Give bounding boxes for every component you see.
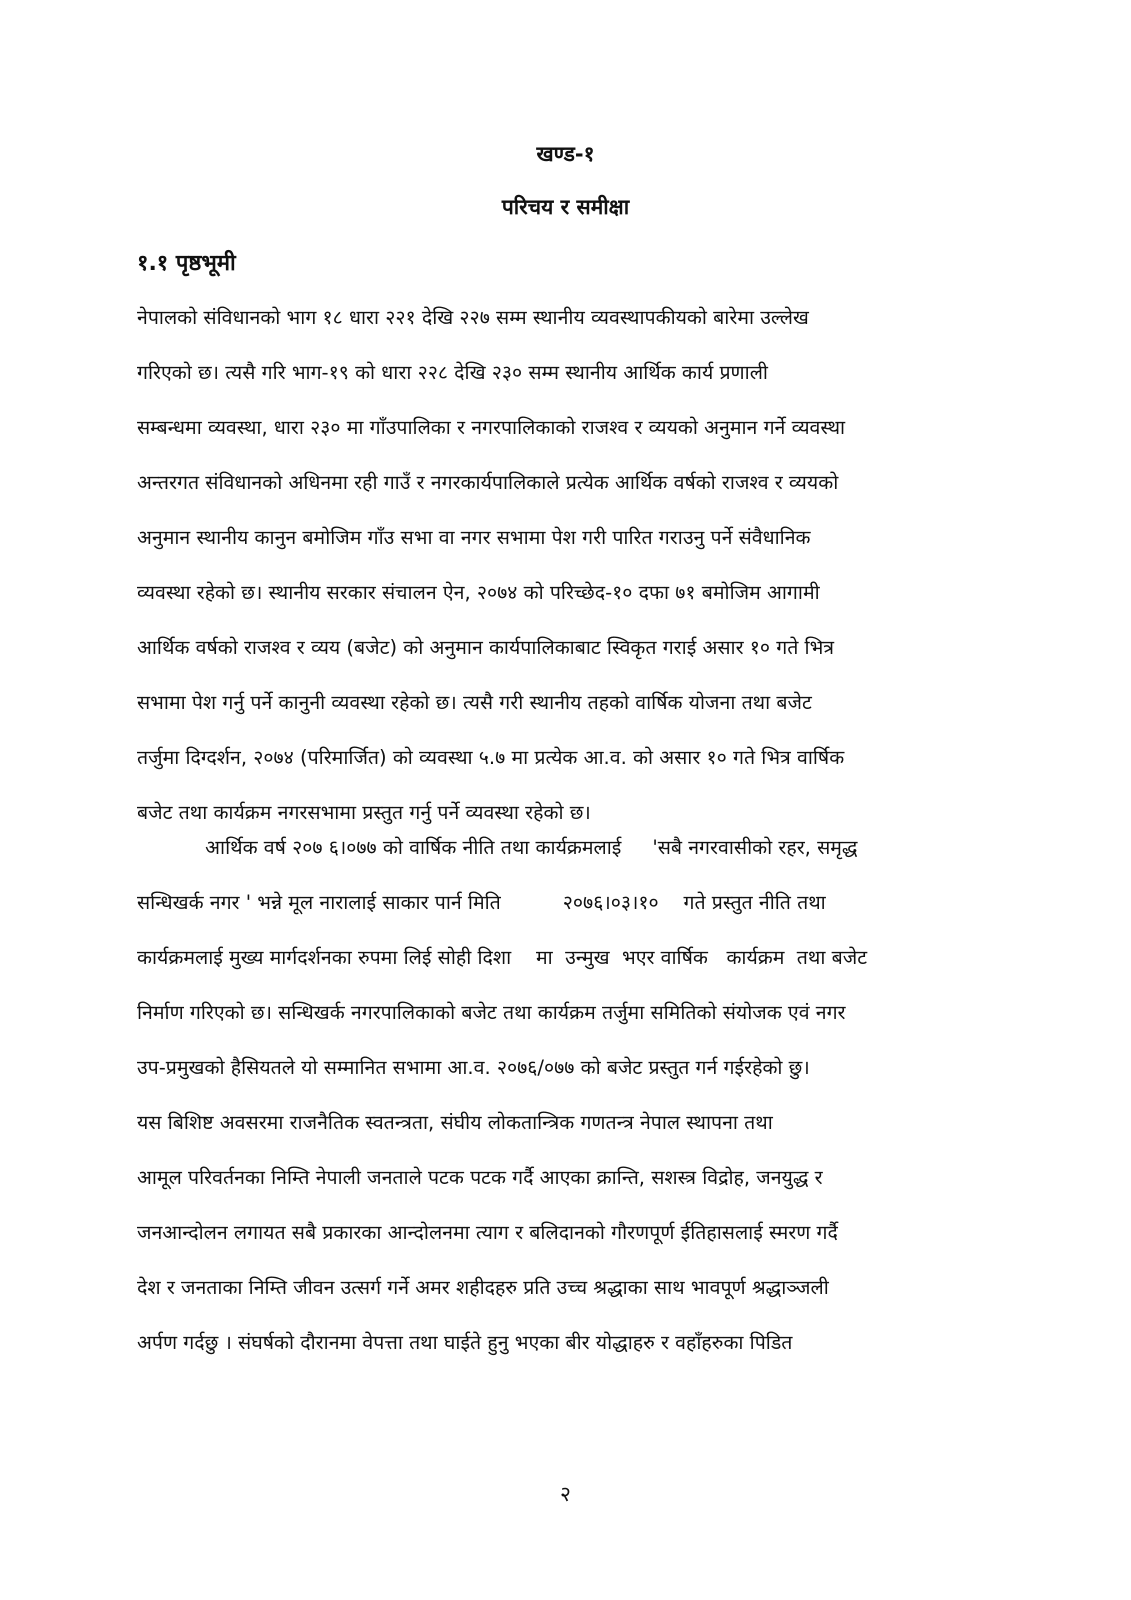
text-line: अर्पण गर्दछु । संघर्षको दौरानमा वेपत्ता तथा घाईते हुनु भएका बीर योद्धाहरु र वहाँहरुका पिडित [137, 1331, 793, 1354]
text-line: उप-प्रमुखको हैसियतले यो सम्मानित सभामा आ.व. २०७६/०७७ को बजेट प्रस्तुत गर्न गईरहेको छु। [137, 1056, 810, 1079]
text-line: तर्जुमा दिग्दर्शन, २०७४ (परिमार्जित) को व्यवस्था ५.७ मा प्रत्येक आ.व. को असार १० गते भित्र वार्षिक [137, 746, 845, 769]
text-line: नेपालको संविधानको भाग १८ धारा २२१ देखि २२७ सम्म स्थानीय व्यवस्थापकीयको बारेमा उल्लेख [137, 306, 809, 329]
page-number: २ [560, 1482, 571, 1506]
paragraph-background [137, 290, 1017, 840]
text-line: अनुमान स्थानीय कानुन बमोजिम गाँउ सभा वा नगर सभामा पेश गरी पारित गराउनु पर्ने संवैधानिक [137, 526, 811, 549]
text-line: आमूल परिवर्तनका निम्ति नेपाली जनताले पटक पटक गर्दै आएका क्रान्ति, सशस्त्र विद्रोह, जनयुद्ध र [137, 1166, 823, 1189]
section-title: परिचय र समीक्षा [501, 195, 630, 219]
text-line: आर्थिक वर्षको राजश्व र व्यय (बजेट) को अनुमान कार्यपालिकाबाट स्विकृत गराई असार १० गते भित्र [137, 636, 835, 659]
text-line: सभामा पेश गर्नु पर्ने कानुनी व्यवस्था रहेको छ। त्यसै गरी स्थानीय तहको वार्षिक योजना तथा बजेट [137, 691, 812, 714]
text-line: जनआन्दोलन लगायत सबै प्रकारका आन्दोलनमा त्याग र बलिदानको गौरणपूर्ण ईतिहासलाई स्मरण गर्दै [137, 1221, 838, 1244]
text-line: व्यवस्था रहेको छ। स्थानीय सरकार संचालन ऐन, २०७४ को परिच्छेद-१० दफा ७१ बमोजिम आगामी [137, 581, 820, 604]
text-line: कार्यक्रमलाई मुख्य मार्गदर्शनका रुपमा लिई सोही दिशा मा उन्मुख भएर वार्षिक कार्यक्रम तथा बजेट [137, 946, 868, 969]
subsection-heading: १.१ पृष्ठभूमी [137, 251, 236, 276]
text-line: आर्थिक वर्ष २०७ ६।०७७ को वार्षिक नीति तथा कार्यक्रमलाई 'सबै नगरवासीको रहर, समृद्ध [137, 836, 858, 859]
text-line: बजेट तथा कार्यक्रम नगरसभामा प्रस्तुत गर्नु पर्ने व्यवस्था रहेको छ। [137, 801, 591, 824]
text-line: सम्बन्धमा व्यवस्था, धारा २३० मा गाँउपालिका र नगरपालिकाको राजश्व र व्ययको अनुमान गर्ने व्यवस्था [137, 416, 846, 439]
text-line: यस बिशिष्ट अवसरमा राजनैतिक स्वतन्त्रता, संघीय लोकतान्त्रिक गणतन्त्र नेपाल स्थापना तथा [137, 1111, 773, 1134]
paragraph-budget-intro [137, 820, 1017, 1370]
text-line: देश र जनताका निम्ति जीवन उत्सर्ग गर्ने अमर शहीदहरु प्रति उच्च श्रद्धाका साथ भावपूर्ण श्रद्धाञ्जली [137, 1276, 829, 1299]
text-line: सन्धिखर्क नगर ' भन्ने मूल नारालाई साकार पार्न मिति २०७६।०३।१० गते प्रस्तुत नीति तथा [137, 891, 826, 914]
text-line: अन्तरगत संविधानको अधिनमा रही गाउँ र नगरकार्यपालिकाले प्रत्येक आर्थिक वर्षको राजश्व र व्ययको [137, 471, 839, 494]
text-line: निर्माण गरिएको छ। सन्धिखर्क नगरपालिकाको बजेट तथा कार्यक्रम तर्जुमा समितिको संयोजक एवं नगर [137, 1001, 846, 1024]
section-label: खण्ड-१ [536, 142, 595, 166]
text-line: गरिएको छ। त्यसै गरि भाग-१९ को धारा २२८ देखि २३० सम्म स्थानीय आर्थिक कार्य प्रणाली [137, 361, 768, 384]
